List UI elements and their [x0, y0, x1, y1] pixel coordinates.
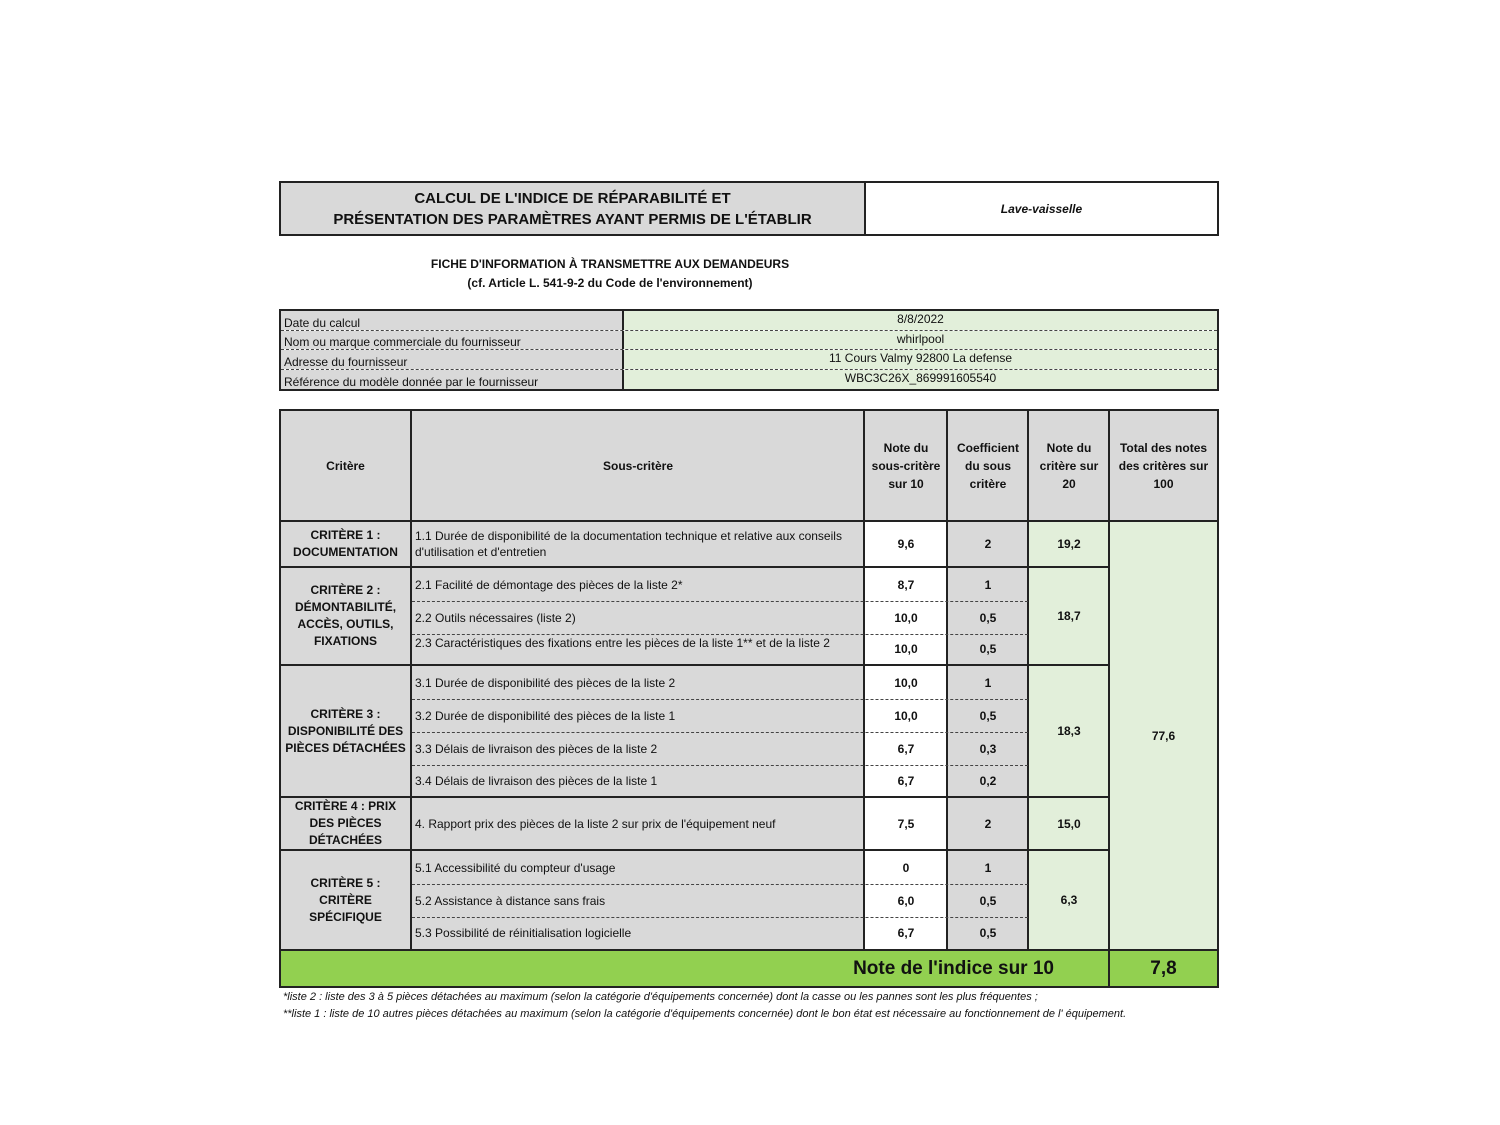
info-row [281, 311, 1217, 331]
note-3-3: 6,7 [865, 732, 947, 765]
grid-line [1108, 411, 1110, 949]
criterion-1-score: 19,2 [1029, 522, 1109, 566]
coef-3-3: 0,3 [948, 732, 1028, 765]
row-divider [412, 765, 1028, 766]
criterion-3: CRITÈRE 3 : DISPONIBILITÉ DES PIÈCES DÉTACHÉES [281, 666, 410, 796]
note-3-4: 6,7 [865, 765, 947, 796]
supplier-info-table [279, 309, 1219, 391]
total-score-100: 77,6 [1110, 522, 1217, 949]
coef-1-1: 2 [948, 522, 1028, 566]
sheet-title-line-1: FICHE D'INFORMATION À TRANSMETTRE AUX DEMANDEURS [430, 257, 790, 271]
note-4: 7,5 [865, 798, 947, 849]
title-line-1: CALCUL DE L'INDICE DE RÉPARABILITÉ ET [414, 189, 731, 207]
final-score-label: Note de l'indice sur 10 [853, 957, 1054, 979]
header-box [279, 181, 1219, 236]
criterion-3-score: 18,3 [1029, 666, 1109, 796]
note-2-1: 8,7 [865, 568, 947, 601]
criterion-5-score: 6,3 [1029, 851, 1109, 949]
final-score-row [281, 949, 1217, 986]
product-type: Lave-vaisselle [1000, 201, 1083, 216]
info-label: Adresse du fournisseur [281, 350, 624, 369]
document-title [281, 183, 866, 234]
info-label: Référence du modèle donnée par le fournisseur [281, 370, 624, 390]
header-critere: Critère [281, 411, 410, 520]
subcriterion-2-2: 2.2 Outils nécessaires (liste 2) [412, 601, 864, 634]
title-line-2: PRÉSENTATION DES PARAMÈTRES AYANT PERMIS DE L'ÉTABLIR [333, 210, 812, 228]
grid-line [281, 520, 1217, 522]
header-note-critere: Note du critère sur 20 [1029, 411, 1109, 520]
subcriterion-3-3: 3.3 Délais de livraison des pièces de la liste 2 [412, 732, 864, 765]
row-divider [412, 732, 1028, 733]
grid-line [946, 411, 948, 949]
grid-line [863, 411, 865, 949]
row-divider [412, 601, 1028, 602]
criterion-2: CRITÈRE 2 : DÉMONTABILITÉ, ACCÈS, OUTILS, FIXATIONS [281, 568, 410, 664]
note-5-2: 6,0 [865, 884, 947, 917]
coef-2-3: 0,5 [948, 634, 1028, 664]
coef-3-4: 0,2 [948, 765, 1028, 796]
info-row [281, 350, 1217, 370]
sheet-title [390, 255, 830, 293]
sheet-title-line-2: (cf. Article L. 541-9-2 du Code de l'environnement) [467, 276, 753, 290]
criterion-2-score: 18,7 [1029, 568, 1109, 664]
row-divider [412, 884, 1028, 885]
subcriterion-5-2: 5.2 Assistance à distance sans frais [412, 884, 864, 917]
header-coefficient: Coefficient du sous critère [948, 411, 1028, 520]
header-total: Total des notes des critères sur 100 [1110, 411, 1217, 520]
row-divider [412, 634, 1028, 635]
note-3-1: 10,0 [865, 666, 947, 699]
info-value: 8/8/2022 [624, 311, 1217, 330]
repairability-table [279, 409, 1219, 988]
coef-2-1: 1 [948, 568, 1028, 601]
coef-3-1: 1 [948, 666, 1028, 699]
info-label: Nom ou marque commerciale du fournisseur [281, 331, 624, 350]
grid-line [1027, 411, 1029, 949]
header-note-sous-critere: Note du sous-critère sur 10 [865, 411, 947, 520]
subcriterion-2-1: 2.1 Facilité de démontage des pièces de la liste 2* [412, 568, 864, 601]
grid-line [410, 411, 412, 949]
footnote-liste-2: *liste 2 : liste des 3 à 5 pièces détachées au maximum (selon la catégorie d'équipements concernée) dont la casse ou les pannes sont les plus fréquentes ; [283, 991, 1038, 1003]
row-divider [412, 699, 1028, 700]
grid-line [281, 664, 1110, 666]
info-row [281, 331, 1217, 351]
grid-line [281, 849, 1110, 851]
info-label: Date du calcul [281, 311, 624, 330]
criterion-5: CRITÈRE 5 : CRITÈRE SPÉCIFIQUE [281, 851, 410, 949]
info-value: 11 Cours Valmy 92800 La defense [624, 350, 1217, 369]
subcriterion-4: 4. Rapport prix des pièces de la liste 2 sur prix de l'équipement neuf [412, 798, 864, 849]
final-score-value: 7,8 [1108, 951, 1217, 986]
criterion-4: CRITÈRE 4 : PRIX DES PIÈCES DÉTACHÉES [281, 798, 410, 849]
coef-3-2: 0,5 [948, 699, 1028, 732]
coef-5-3: 0,5 [948, 917, 1028, 949]
note-1-1: 9,6 [865, 522, 947, 566]
info-row [281, 370, 1217, 390]
subcriterion-3-1: 3.1 Durée de disponibilité des pièces de la liste 2 [412, 666, 864, 699]
subcriterion-3-4: 3.4 Délais de livraison des pièces de la liste 1 [412, 765, 864, 796]
coef-5-1: 1 [948, 851, 1028, 884]
header-sous-critere: Sous-critère [412, 411, 864, 520]
subcriterion-2-3: 2.3 Caractéristiques des fixations entre les pièces de la liste 1** et de la liste 2 [412, 634, 864, 664]
subcriterion-3-2: 3.2 Durée de disponibilité des pièces de la liste 1 [412, 699, 864, 732]
footnotes [283, 989, 1213, 1023]
footnote-liste-1: **liste 1 : liste de 10 autres pièces détachées au maximum (selon la catégorie d'équipements concernée) dont le bon état est nécessaire au fonctionnement de l' équipement. [283, 1008, 1127, 1020]
note-5-3: 6,7 [865, 917, 947, 949]
row-divider [412, 917, 1028, 918]
criterion-1: CRITÈRE 1 : DOCUMENTATION [281, 522, 410, 566]
criterion-4-score: 15,0 [1029, 798, 1109, 849]
note-5-1: 0 [865, 851, 947, 884]
grid-line [281, 566, 1110, 568]
coef-2-2: 0,5 [948, 601, 1028, 634]
note-3-2: 10,0 [865, 699, 947, 732]
coef-5-2: 0,5 [948, 884, 1028, 917]
subcriterion-5-3: 5.3 Possibilité de réinitialisation logicielle [412, 917, 864, 949]
coef-4: 2 [948, 798, 1028, 849]
note-2-2: 10,0 [865, 601, 947, 634]
grid-line [281, 796, 1110, 798]
note-2-3: 10,0 [865, 634, 947, 664]
subcriterion-5-1: 5.1 Accessibilité du compteur d'usage [412, 851, 864, 884]
subcriterion-1-1: 1.1 Durée de disponibilité de la documentation technique et relative aux conseils d'utilisation et d'entretien [412, 522, 864, 566]
info-value: whirlpool [624, 331, 1217, 350]
info-value: WBC3C26X_869991605540 [624, 370, 1217, 390]
